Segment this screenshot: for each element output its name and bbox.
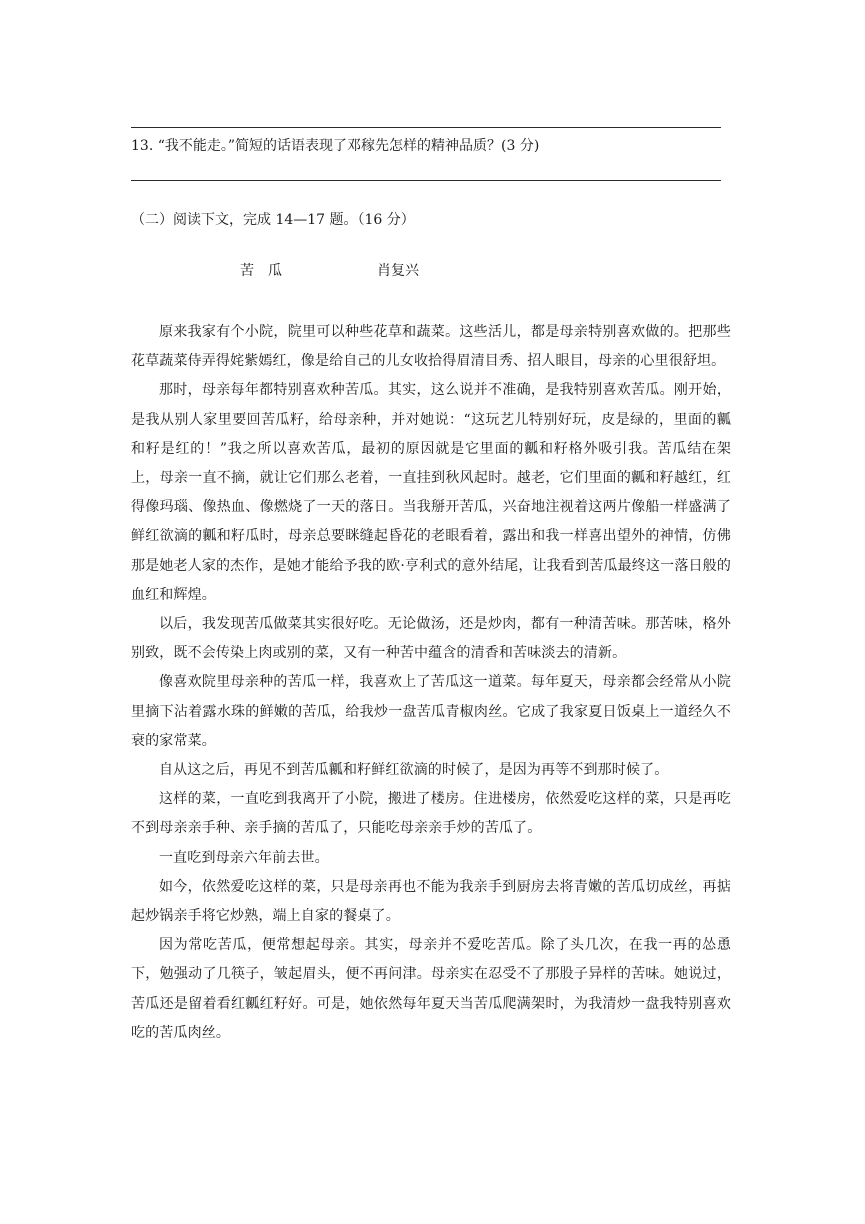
paragraph: 自从这之后，再见不到苦瓜瓤和籽鲜红欲滴的时候了，是因为再等不到那时候了。 [159, 762, 669, 779]
section-heading: （二）阅读下文，完成 14—17 题。（16 分） [131, 212, 415, 228]
paragraph: 原来我家有个小院，院里可以种些花草和蔬菜。这些活儿，都是母亲特别喜欢做的。把那些花草蔬菜侍弄得姹紫嫣红，像是给自己的儿女收拾得眉清目秀、招人眼目，母亲的心里很舒坦。 [131, 324, 731, 370]
paragraph: 那时，母亲每年都特别喜欢种苦瓜。其实，这么说并不准确，是我特别喜欢苦瓜。刚开始，是我从别人家里要回苦瓜籽，给母亲种，并对她说：“这玩艺儿特别好玩，皮是绿的，里面的瓤和籽是红的！”我之所以喜欢苦瓜，最初的原因就是它里面的瓤和籽格外吸引我。苦瓜结在架上，母亲一直不摘，就让它们那么老着，一直挂到秋风起时。越老，它们里面的瓤和籽越红，红得像玛瑙、像热血、像燃烧了一天的落日。当我掰开苦瓜，兴奋地注视着这两片像船一样盛满了鲜红欲滴的瓤和籽瓜时，母亲总要眯缝起昏花的老眼看着，露出和我一样喜出望外的神情，仿佛那是她老人家的杰作，是她才能给予我的欧·亨利式的意外结尾，让我看到苦瓜最终这一落日般的血红和辉煌。 [131, 382, 731, 603]
question-13: 13. “我不能走。”简短的话语表现了邓稼先怎样的精神品质？(3 分) [131, 138, 540, 154]
article-author: 肖复兴 [377, 263, 419, 279]
article-body [131, 318, 731, 1048]
paragraph: 以后，我发现苦瓜做菜其实很好吃。无论做汤，还是炒肉，都有一种清苦味。那苦味，格外别致，既不会传染上肉或别的菜，又有一种苦中蕴含的清香和苦味淡去的清新。 [131, 616, 731, 662]
paragraph: 因为常吃苦瓜，便常想起母亲。其实，母亲并不爱吃苦瓜。除了头几次，在我一再的怂恿下，勉强动了几筷子，皱起眉头，便不再问津。母亲实在忍受不了那股子异样的苦味。她说过，苦瓜还是留着看红瓤红籽好。可是，她依然每年夏天当苦瓜爬满架时，为我清炒一盘我特别喜欢吃的苦瓜肉丝。 [131, 937, 731, 1041]
answer-line-bottom [131, 180, 721, 181]
paragraph: 一直吃到母亲六年前去世。 [159, 849, 329, 866]
paragraph: 像喜欢院里母亲种的苦瓜一样，我喜欢上了苦瓜这一道菜。每年夏天，母亲都会经常从小院里摘下沾着露水珠的鲜嫩的苦瓜，给我炒一盘苦瓜青椒肉丝。它成了我家夏日饭桌上一道经久不衰的家常菜。 [131, 674, 731, 749]
answer-line-top [131, 127, 721, 128]
paragraph: 如今，依然爱吃这样的菜，只是母亲再也不能为我亲手到厨房去将青嫩的苦瓜切成丝，再掂起炒锅亲手将它炒熟，端上自家的餐桌了。 [131, 878, 731, 925]
article-title: 苦 瓜 [240, 263, 282, 279]
paragraph: 这样的菜，一直吃到我离开了小院，搬进了楼房。住进楼房，依然爱吃这样的菜，只是再吃不到母亲亲手种、亲手摘的苦瓜了，只能吃母亲亲手炒的苦瓜了。 [131, 791, 731, 837]
